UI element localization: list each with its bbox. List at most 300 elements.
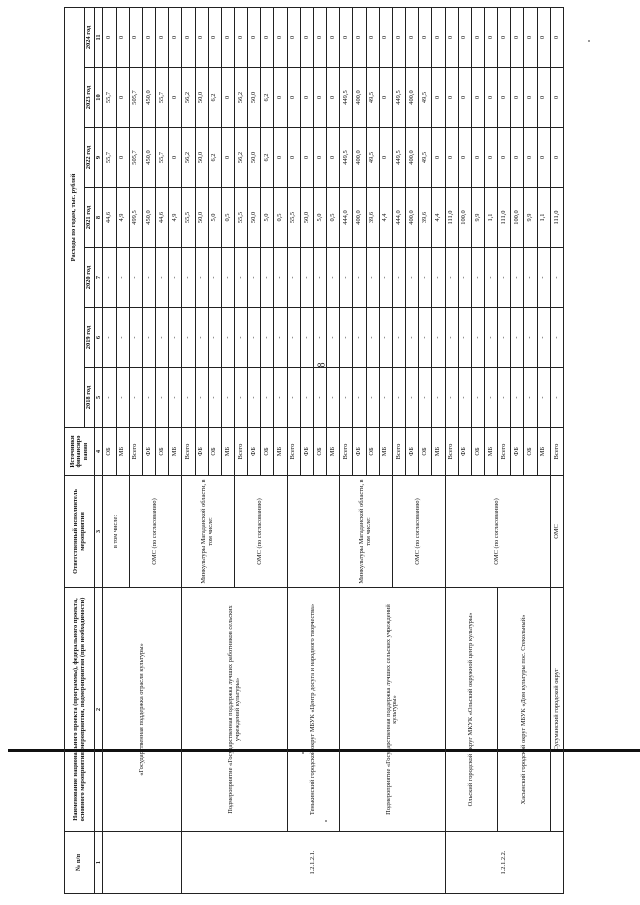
funding-source: Всего (550, 428, 563, 476)
expense-value: 0 (524, 128, 537, 188)
funding-source: МБ (274, 428, 287, 476)
expense-value: - (103, 368, 116, 428)
expense-value: 0 (537, 7, 550, 67)
expense-value: 0 (498, 7, 511, 67)
expense-value: - (445, 368, 458, 428)
expense-value: 55,7 (103, 68, 116, 128)
expense-value: 56,2 (235, 68, 248, 128)
expense-value: 0 (274, 7, 287, 67)
expense-value: 0 (221, 7, 234, 67)
expense-value: 5,0 (261, 188, 274, 248)
expense-value: - (235, 248, 248, 308)
expense-value: - (221, 308, 234, 368)
expense-value: 0 (313, 7, 326, 67)
expense-value: - (300, 368, 313, 428)
expense-value: 0 (511, 128, 524, 188)
expense-value: - (195, 308, 208, 368)
expense-value: 0 (511, 68, 524, 128)
expense-value: - (511, 308, 524, 368)
header-year: 2019 год (85, 308, 95, 368)
expense-value: 0 (550, 68, 563, 128)
expense-value: 0 (458, 68, 471, 128)
expense-value: - (484, 308, 497, 368)
expense-value: 50,0 (248, 128, 261, 188)
expense-value: - (524, 368, 537, 428)
expense-value: 0 (287, 128, 300, 188)
expense-value: 0 (156, 7, 169, 67)
expense-value: 6,2 (261, 128, 274, 188)
expense-value: 111,0 (445, 188, 458, 248)
expense-value: - (195, 248, 208, 308)
expense-value: 50,0 (300, 188, 313, 248)
expense-value: - (182, 368, 195, 428)
expense-value: - (550, 248, 563, 308)
expense-value: 0 (287, 68, 300, 128)
expense-value: 444,0 (340, 188, 353, 248)
expense-value: - (116, 248, 129, 308)
expense-value: 1,1 (537, 188, 550, 248)
expense-value: - (432, 308, 445, 368)
table-row (498, 7, 511, 893)
column-number: 11 (95, 7, 103, 67)
column-number: 4 (95, 428, 103, 476)
expense-value: 400,0 (406, 188, 419, 248)
expense-value: 44,6 (103, 188, 116, 248)
expense-value: 0 (406, 7, 419, 67)
executor: в том числе: (103, 476, 129, 588)
expense-value: - (287, 308, 300, 368)
expense-value: - (432, 248, 445, 308)
expense-value: 9,9 (471, 188, 484, 248)
header-source: Источники финансиро вания (65, 428, 95, 476)
expense-value: 0 (327, 68, 340, 128)
expense-value: - (340, 308, 353, 368)
expense-value: - (340, 368, 353, 428)
expense-value: 0 (484, 68, 497, 128)
expense-value: 0 (169, 68, 182, 128)
expense-value: - (195, 368, 208, 428)
column-number: 6 (95, 308, 103, 368)
expense-value: - (300, 308, 313, 368)
expense-value: 50,0 (195, 188, 208, 248)
expense-value: 39,6 (419, 188, 432, 248)
item-name: «Государственная поддержка отрасли культуры» (103, 588, 182, 832)
expense-value: 0 (116, 7, 129, 67)
page-number: 8 (316, 362, 328, 368)
expense-value: - (484, 368, 497, 428)
expense-value: 400,0 (353, 128, 366, 188)
expense-value: 0 (550, 7, 563, 67)
executor: Минкультуры Магаданской области, в том числе: (182, 476, 235, 588)
funding-source: ОБ (103, 428, 116, 476)
header-executor: Ответственный исполнитель мероприятия (65, 476, 95, 588)
funding-source: ОБ (313, 428, 326, 476)
executor: ОМС (550, 476, 563, 588)
expense-value: 0 (379, 68, 392, 128)
funding-source: ФБ (300, 428, 313, 476)
expense-value: 0 (353, 7, 366, 67)
expense-value: 0 (379, 7, 392, 67)
expense-value: 111,0 (550, 188, 563, 248)
expense-value: 0 (340, 7, 353, 67)
expense-value: - (182, 308, 195, 368)
expense-value: - (379, 368, 392, 428)
expense-value: 400,0 (406, 128, 419, 188)
expense-value: - (379, 308, 392, 368)
expense-value: 0 (537, 128, 550, 188)
expense-value: 6,2 (208, 128, 221, 188)
expense-value: 1,1 (484, 188, 497, 248)
expense-value: 0 (274, 128, 287, 188)
table-row (182, 7, 195, 893)
expense-value: 0 (432, 7, 445, 67)
expense-value: 6,2 (208, 68, 221, 128)
expense-value: 49,5 (419, 68, 432, 128)
expense-value: - (129, 248, 142, 308)
table-row (103, 7, 116, 893)
item-name: Ольский городской округ МКУК «Ольский окружной центр культуры» (445, 588, 498, 832)
row-number: 1.2.1.2.1. (182, 832, 445, 894)
expense-value: - (169, 248, 182, 308)
expense-value: 450,0 (142, 68, 155, 128)
expense-value: - (419, 308, 432, 368)
expense-value: - (524, 308, 537, 368)
expense-value: - (208, 368, 221, 428)
expense-value: - (116, 308, 129, 368)
expense-value: - (419, 248, 432, 308)
expense-value: 39,6 (366, 188, 379, 248)
item-name: Сусуманский городской округ (550, 588, 563, 832)
expense-value: - (340, 248, 353, 308)
expense-value: 449,5 (340, 128, 353, 188)
expense-value: - (300, 248, 313, 308)
expense-value: 55,7 (103, 128, 116, 188)
expense-value: 0 (366, 7, 379, 67)
expense-value: 449,5 (392, 128, 405, 188)
funding-source: МБ (379, 428, 392, 476)
executor: ОМС (по согласованию) (129, 476, 182, 588)
header-year: 2021 год (85, 188, 95, 248)
expense-value: - (471, 308, 484, 368)
header-year: 2018 год (85, 368, 95, 428)
funding-source: ФБ (248, 428, 261, 476)
expense-value: 0 (458, 7, 471, 67)
expense-value: 0 (484, 128, 497, 188)
expense-value: 6,2 (261, 68, 274, 128)
expense-value: - (392, 308, 405, 368)
expense-value: 0 (235, 7, 248, 67)
expense-value: 444,0 (392, 188, 405, 248)
rotated-table-wrapper (64, 8, 564, 894)
expense-value: - (366, 308, 379, 368)
header-year: 2023 год (85, 68, 95, 128)
column-number: 1 (95, 832, 103, 894)
funding-source: ФБ (406, 428, 419, 476)
expense-value: 111,0 (498, 188, 511, 248)
expense-value: 0 (169, 128, 182, 188)
expense-value: 0 (445, 128, 458, 188)
scan-speck (588, 40, 590, 42)
expense-value: - (169, 368, 182, 428)
expense-value: - (169, 308, 182, 368)
expense-value: 0 (392, 7, 405, 67)
expense-value: 505,7 (129, 68, 142, 128)
expense-value: - (103, 308, 116, 368)
expense-value: 0 (445, 68, 458, 128)
expense-value: 0 (537, 68, 550, 128)
expense-value: 100,0 (511, 188, 524, 248)
expense-value: 55,7 (156, 68, 169, 128)
expense-value: - (498, 248, 511, 308)
expense-value: - (458, 248, 471, 308)
expense-value: 0 (313, 68, 326, 128)
column-number: 9 (95, 128, 103, 188)
table-row (287, 7, 300, 893)
expense-value: 505,7 (129, 128, 142, 188)
table-row (550, 7, 563, 893)
expense-value: - (445, 308, 458, 368)
expense-value: - (235, 308, 248, 368)
expense-value: - (129, 308, 142, 368)
item-name: Хасынский городской округ МБУК «Дом культуры пос. Стекольный» (498, 588, 551, 832)
expense-value: 0 (195, 7, 208, 67)
expense-value: - (156, 368, 169, 428)
expense-value: 50,0 (195, 68, 208, 128)
expense-value: 0 (116, 68, 129, 128)
expense-value: 4,9 (116, 188, 129, 248)
expense-value: - (406, 308, 419, 368)
expense-value: 56,2 (182, 68, 195, 128)
expense-value: - (274, 248, 287, 308)
funding-source: Всего (392, 428, 405, 476)
expense-value: 50,0 (195, 128, 208, 188)
expense-value: 0 (300, 7, 313, 67)
expense-value: - (287, 368, 300, 428)
expense-value: - (379, 248, 392, 308)
expense-value: 450,0 (142, 188, 155, 248)
expense-value: 0 (511, 7, 524, 67)
expense-value: 56,2 (182, 128, 195, 188)
expense-value: 4,4 (379, 188, 392, 248)
expense-value: - (287, 248, 300, 308)
expense-value: 5,0 (313, 188, 326, 248)
expense-value: 5,0 (208, 188, 221, 248)
expense-value: 0 (445, 7, 458, 67)
funding-source: ФБ (353, 428, 366, 476)
item-name: Подмероприятие «Государственная поддержка лучших работников сельских учреждений культуры» (182, 588, 287, 832)
table-row (340, 7, 353, 893)
expense-value: - (208, 308, 221, 368)
expense-value: - (366, 368, 379, 428)
expense-value: - (537, 308, 550, 368)
expense-value: - (366, 248, 379, 308)
expense-value: - (274, 368, 287, 428)
expense-value: 0 (142, 7, 155, 67)
expense-value: 0 (103, 7, 116, 67)
expense-value: - (327, 248, 340, 308)
funding-source: ОБ (419, 428, 432, 476)
expense-value: 0 (182, 7, 195, 67)
expense-value: - (156, 248, 169, 308)
expense-value: 400,0 (353, 68, 366, 128)
expense-value: 0 (498, 128, 511, 188)
expense-value: 0 (313, 128, 326, 188)
expense-value: - (248, 368, 261, 428)
expense-value: - (524, 248, 537, 308)
expense-value: 0 (419, 7, 432, 67)
expense-value: 0 (471, 68, 484, 128)
expense-value: - (274, 308, 287, 368)
expense-value: 0 (287, 7, 300, 67)
expense-value: - (261, 248, 274, 308)
expense-value: - (511, 248, 524, 308)
expense-value: 0 (524, 68, 537, 128)
expense-value: 50,0 (248, 68, 261, 128)
expense-value: 0 (471, 128, 484, 188)
expense-value: - (458, 308, 471, 368)
header-year: 2022 год (85, 128, 95, 188)
expense-value: 0 (550, 128, 563, 188)
expense-value: - (327, 368, 340, 428)
expense-value: 0 (300, 68, 313, 128)
expense-value: - (221, 368, 234, 428)
expense-value: 4,4 (432, 188, 445, 248)
column-number: 5 (95, 368, 103, 428)
expense-value: 0,5 (221, 188, 234, 248)
expense-value: - (129, 368, 142, 428)
expense-value: 0 (221, 128, 234, 188)
funding-source: ОБ (366, 428, 379, 476)
expense-value: 0 (379, 128, 392, 188)
expense-value: - (511, 368, 524, 428)
funding-source: ФБ (142, 428, 155, 476)
funding-source: МБ (169, 428, 182, 476)
row-number (103, 832, 182, 894)
expense-value: - (248, 308, 261, 368)
expense-value: - (484, 248, 497, 308)
expense-value: 50,0 (248, 188, 261, 248)
expense-value: - (353, 248, 366, 308)
funding-source: Всего (340, 428, 353, 476)
expense-value: 9,9 (524, 188, 537, 248)
expense-value: 0 (300, 128, 313, 188)
expense-value: 450,0 (142, 128, 155, 188)
expense-value: 0 (458, 128, 471, 188)
expense-value: - (248, 248, 261, 308)
expense-value: 0 (327, 7, 340, 67)
expense-value: 0 (129, 7, 142, 67)
funding-source: ОБ (524, 428, 537, 476)
executor: Минкультуры Магаданской области, в том числе: (340, 476, 393, 588)
funding-source: Всего (235, 428, 248, 476)
expense-value: - (498, 308, 511, 368)
expense-value: - (208, 248, 221, 308)
expense-value: 55,7 (156, 128, 169, 188)
expense-value: 0 (484, 7, 497, 67)
executor: ОМС (по согласованию) (235, 476, 288, 588)
expense-value: - (406, 248, 419, 308)
expense-value: - (353, 308, 366, 368)
item-name: Подмероприятие «Государственная поддержка лучших сельских учреждений культуры» (340, 588, 445, 832)
expense-value: - (313, 248, 326, 308)
expense-value: 0 (261, 7, 274, 67)
expense-value: - (537, 368, 550, 428)
expense-value: - (116, 368, 129, 428)
expense-value: - (392, 248, 405, 308)
funding-source: МБ (116, 428, 129, 476)
funding-source: ФБ (511, 428, 524, 476)
funding-source: ОБ (208, 428, 221, 476)
funding-source: Всего (498, 428, 511, 476)
funding-source: ОБ (471, 428, 484, 476)
expense-value: - (471, 248, 484, 308)
expense-value: - (406, 368, 419, 428)
expense-value: 0 (471, 7, 484, 67)
expense-value: 55,5 (287, 188, 300, 248)
expense-value: 49,5 (366, 68, 379, 128)
expense-value: - (313, 308, 326, 368)
expense-value: - (537, 248, 550, 308)
header-year: 2024 год (85, 7, 95, 67)
expense-value: - (419, 368, 432, 428)
expense-value: - (235, 368, 248, 428)
expense-value: - (156, 308, 169, 368)
expense-value: 0,5 (327, 188, 340, 248)
funding-source: ФБ (458, 428, 471, 476)
funding-source: ФБ (195, 428, 208, 476)
expense-value: - (327, 308, 340, 368)
expense-value: - (142, 308, 155, 368)
expense-value: 400,0 (353, 188, 366, 248)
row-number: 1.2.1.2.2. (445, 832, 563, 894)
expense-value: 49,5 (366, 128, 379, 188)
expense-value: 0 (432, 68, 445, 128)
expense-value: - (498, 368, 511, 428)
item-name: Тенькинский городской округ МБУК «Центр досуга и народного творчества» (287, 588, 340, 832)
expense-value: 0 (169, 7, 182, 67)
expense-value: - (313, 368, 326, 428)
expense-value: - (445, 248, 458, 308)
expense-value: 0 (221, 68, 234, 128)
expense-value: - (458, 368, 471, 428)
expense-value: 0 (208, 7, 221, 67)
expense-value: - (432, 368, 445, 428)
expense-value: 449,5 (392, 68, 405, 128)
expense-value: 55,5 (182, 188, 195, 248)
expense-value: - (221, 248, 234, 308)
header-name: Наименование национального проекта (программы), федерального проекта, основного мероприятия, мероприятия, подмероприятия (при необходимости) (65, 588, 95, 832)
funding-source: ОБ (156, 428, 169, 476)
expense-value: 0 (248, 7, 261, 67)
expense-value: - (182, 248, 195, 308)
funding-source: МБ (484, 428, 497, 476)
funding-source: МБ (221, 428, 234, 476)
column-number: 2 (95, 588, 103, 832)
expense-value: 4,9 (169, 188, 182, 248)
expense-value: - (142, 248, 155, 308)
funding-source: ОБ (261, 428, 274, 476)
expense-value: 44,6 (156, 188, 169, 248)
funding-source: МБ (432, 428, 445, 476)
column-number: 10 (95, 68, 103, 128)
budget-table (64, 7, 564, 894)
funding-source: МБ (327, 428, 340, 476)
expense-value: - (392, 368, 405, 428)
column-number: 7 (95, 248, 103, 308)
column-number: 8 (95, 188, 103, 248)
expense-value: 49,5 (419, 128, 432, 188)
expense-value: 449,5 (340, 68, 353, 128)
